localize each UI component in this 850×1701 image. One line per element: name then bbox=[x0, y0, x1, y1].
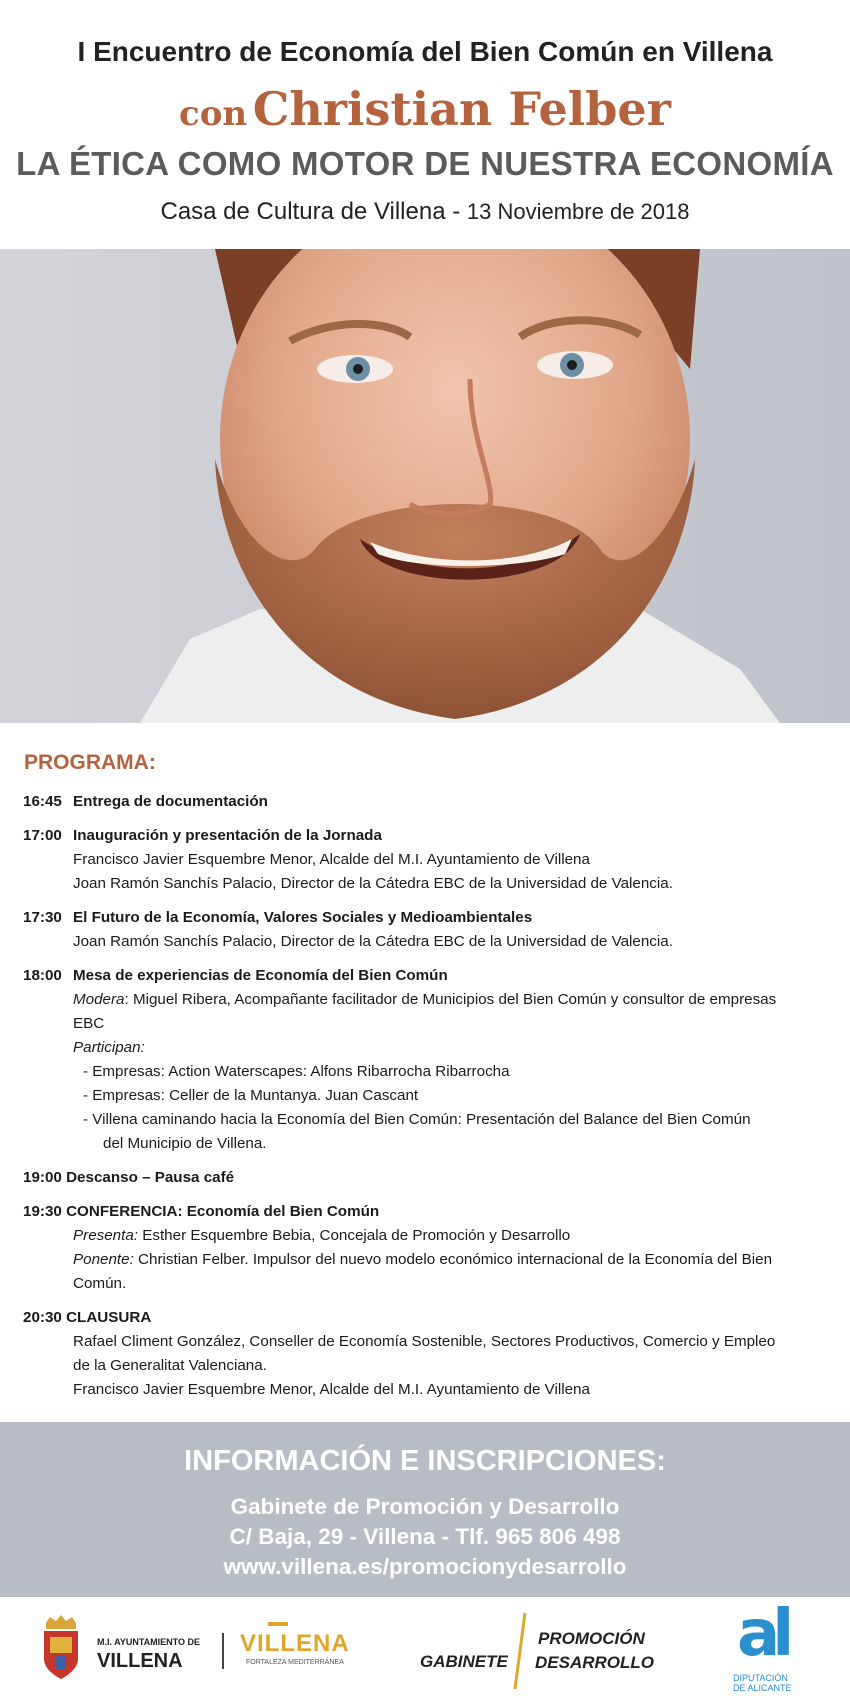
venue-separator: - bbox=[452, 198, 461, 225]
modera-text: : Miguel Ribera, Acompañante facilitador de Municipios del Bien Común y consultor de empresas bbox=[124, 991, 777, 1008]
info-banner bbox=[0, 1422, 850, 1597]
diputacion-label-1: DIPUTACIÓN bbox=[733, 1673, 788, 1683]
item-detail: Joan Ramón Sanchís Palacio, Director de la Cátedra EBC de la Universidad de Valencia. bbox=[73, 875, 673, 892]
item-time: 20:30 bbox=[23, 1309, 62, 1326]
logo-divider bbox=[222, 1633, 224, 1669]
desarrollo-label: DESARROLLO bbox=[535, 1653, 654, 1672]
info-office: Gabinete de Promoción y Desarrollo bbox=[230, 1494, 620, 1519]
diputacion-mark-icon: al bbox=[737, 1597, 787, 1671]
info-title: INFORMACIÓN E INSCRIPCIONES: bbox=[184, 1445, 666, 1477]
ayto-small-label: M.I. AYUNTAMIENTO DE bbox=[97, 1637, 201, 1647]
event-tagline: LA ÉTICA COMO MOTOR DE NUESTRA ECONOMÍA bbox=[16, 145, 834, 182]
item-detail: de la Generalitat Valenciana. bbox=[73, 1357, 267, 1374]
gabinete-slash-icon bbox=[513, 1611, 527, 1691]
info-website-link[interactable]: www.villena.es/promocionydesarrollo bbox=[223, 1554, 627, 1579]
info-address[interactable]: C/ Baja, 29 - Villena - Tlf. 965 806 498 bbox=[229, 1524, 621, 1549]
event-title: I Encuentro de Economía del Bien Común en Villena bbox=[77, 36, 773, 67]
participant-item: - Empresas: Celler de la Muntanya. Juan Cascant bbox=[83, 1087, 419, 1104]
item-time: 18:00 bbox=[23, 967, 62, 984]
participant-item: - Villena caminando hacia la Economía del Bien Común: Presentación del Balance del Bien Común bbox=[83, 1111, 751, 1128]
item-detail: EBC bbox=[73, 1015, 105, 1032]
participant-item: - Empresas: Action Waterscapes: Alfons Ribarrocha Ribarrocha bbox=[83, 1063, 510, 1080]
item-detail bbox=[23, 988, 823, 1012]
item-title: Descanso – Pausa café bbox=[66, 1169, 235, 1186]
item-detail bbox=[23, 1248, 823, 1272]
ponente-text: Christian Felber. Impulsor del nuevo modelo económico internacional de la Economía del Bien bbox=[133, 1251, 773, 1268]
presenta-label: Presenta: bbox=[73, 1227, 139, 1244]
program-item bbox=[23, 1200, 823, 1296]
event-date: 13 Noviembre de 2018 bbox=[466, 199, 690, 224]
villena-crest-icon bbox=[40, 1615, 82, 1681]
program-item bbox=[23, 964, 823, 1156]
item-title: CONFERENCIA: Economía del Bien Común bbox=[66, 1203, 380, 1220]
sponsor-logos bbox=[0, 1597, 850, 1701]
item-time: 19:30 bbox=[23, 1203, 62, 1220]
item-time: 17:30 bbox=[23, 909, 62, 926]
item-title: Mesa de experiencias de Economía del Bien Común bbox=[73, 967, 448, 984]
venue-name: Casa de Cultura de Villena bbox=[160, 198, 446, 225]
item-time: 17:00 bbox=[23, 827, 62, 844]
villena-brand: VILLENA bbox=[240, 1630, 350, 1657]
item-detail bbox=[23, 1224, 823, 1248]
event-venue-date bbox=[0, 198, 850, 226]
item-title: Entrega de documentación bbox=[73, 793, 268, 810]
speaker-photo bbox=[0, 249, 850, 723]
program-item bbox=[23, 906, 823, 954]
program-section bbox=[0, 723, 850, 1422]
item-time: 19:00 bbox=[23, 1169, 62, 1186]
speaker-prefix: con bbox=[179, 94, 248, 134]
header bbox=[0, 0, 850, 249]
gabinete-label: GABINETE bbox=[420, 1652, 508, 1671]
villena-brand-sub: FORTALEZA MEDITERRÁNEA bbox=[246, 1659, 344, 1666]
diputacion-label-2: DE ALICANTE bbox=[733, 1683, 792, 1693]
villena-brand-mark-icon bbox=[268, 1622, 288, 1626]
item-detail: Joan Ramón Sanchís Palacio, Director de la Cátedra EBC de la Universidad de Valencia. bbox=[73, 933, 673, 950]
ayto-name: VILLENA bbox=[97, 1650, 183, 1672]
ponente-label: Ponente: bbox=[73, 1251, 134, 1268]
program-item bbox=[23, 790, 823, 814]
participant-item-cont: del Municipio de Villena. bbox=[103, 1135, 267, 1152]
item-detail: Común. bbox=[73, 1275, 127, 1292]
program-item bbox=[23, 1166, 823, 1190]
item-detail: Francisco Javier Esquembre Menor, Alcalde del M.I. Ayuntamiento de Villena bbox=[73, 851, 590, 868]
item-title: CLAUSURA bbox=[66, 1309, 152, 1326]
item-detail: Francisco Javier Esquembre Menor, Alcalde del M.I. Ayuntamiento de Villena bbox=[73, 1381, 590, 1398]
presenta-text: Esther Esquembre Bebia, Concejala de Promoción y Desarrollo bbox=[138, 1227, 571, 1244]
item-detail: Rafael Climent González, Conseller de Economía Sostenible, Sectores Productivos, Comercio y Empleo bbox=[73, 1333, 776, 1350]
program-list bbox=[23, 790, 823, 1412]
program-title: PROGRAMA: bbox=[24, 751, 156, 774]
item-title: Inauguración y presentación de la Jornada bbox=[73, 827, 382, 844]
portrait-illustration bbox=[0, 249, 850, 723]
promocion-label: PROMOCIÓN bbox=[538, 1629, 645, 1648]
item-time: 16:45 bbox=[23, 793, 62, 810]
speaker-name: Christian Felber bbox=[252, 82, 671, 136]
program-item bbox=[23, 1306, 823, 1402]
item-title: El Futuro de la Economía, Valores Sociales y Medioambientales bbox=[73, 909, 533, 926]
modera-label: Modera bbox=[73, 991, 125, 1008]
speaker-line bbox=[0, 82, 850, 136]
participan-label: Participan: bbox=[73, 1039, 145, 1056]
program-item bbox=[23, 824, 823, 896]
